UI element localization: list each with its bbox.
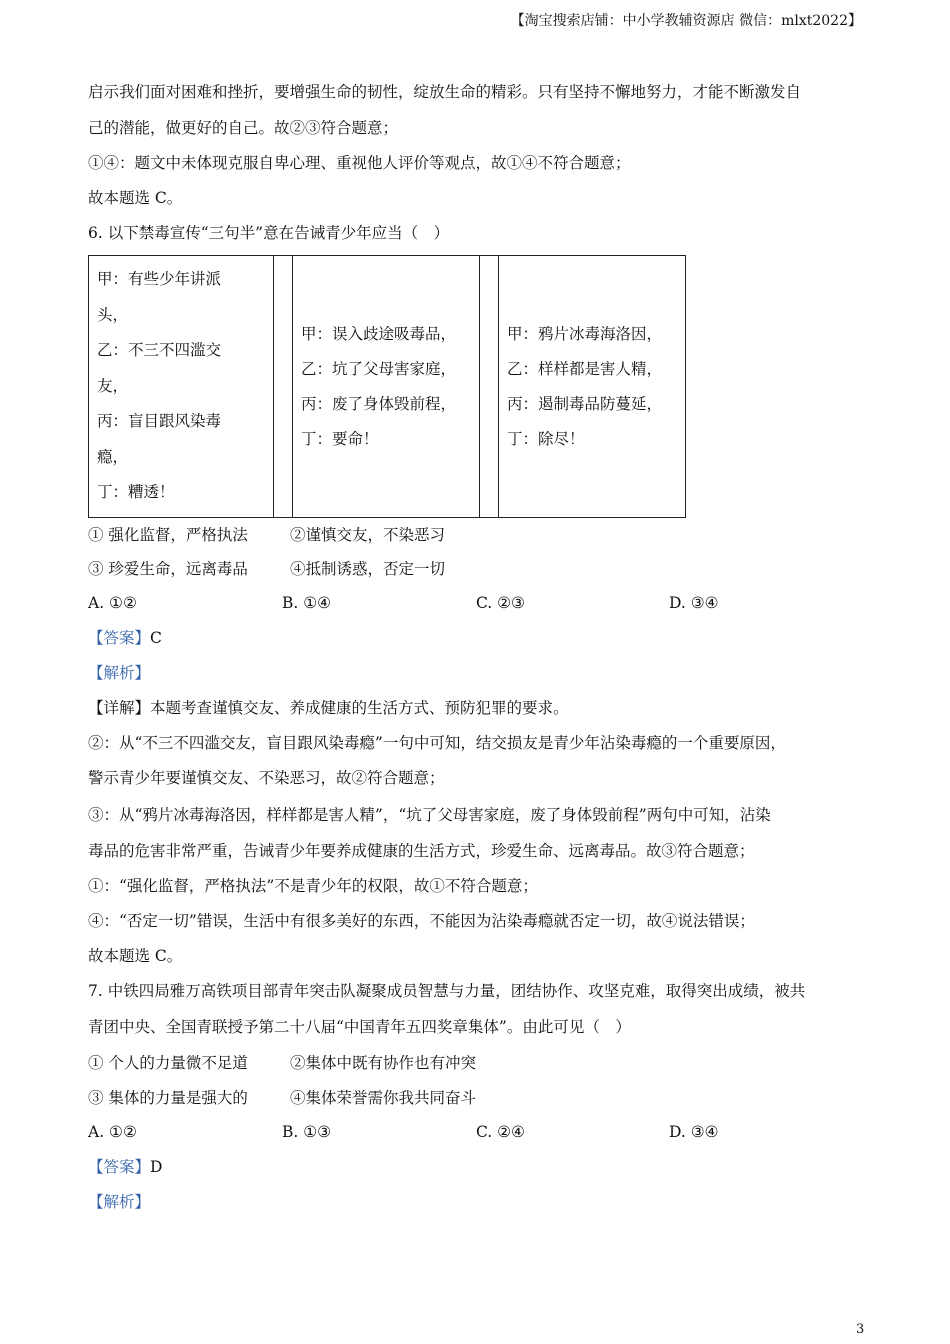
slogan-line: 甲：误入歧途吸毒品， <box>301 324 457 343</box>
choice-c: C. ②③ <box>476 594 525 612</box>
explanation-line: 警示青少年要谨慎交友、不染恶习，故②符合题意； <box>88 769 445 787</box>
answer-line <box>88 628 162 648</box>
slogan-line: 丁：除尽！ <box>507 429 585 448</box>
slogan-table <box>88 255 686 518</box>
choice-b: B. ①③ <box>282 1123 332 1141</box>
option-2: ②集体中既有协作也有冲突 <box>290 1054 477 1072</box>
slogan-line: 丁：糟透！ <box>97 483 175 502</box>
text-line: 启示我们面对困难和挫折，要增强生命的韧性，绽放生命的精彩。只有坚持不懈地努力，才能不断激发自 <box>88 83 802 101</box>
page-number: 3 <box>856 1322 865 1337</box>
slogan-line: 甲：有些少年讲派 <box>97 270 222 289</box>
table-spacer <box>274 256 293 518</box>
detail-line <box>88 698 569 718</box>
option-3: ③ 集体的力量是强大的 <box>88 1089 248 1107</box>
answer-tag: 【答案】 <box>88 629 151 647</box>
option-1: ① 个人的力量微不足道 <box>88 1054 248 1072</box>
table-spacer <box>480 256 499 518</box>
slogan-line: 丁：要命！ <box>301 429 379 448</box>
explanation-line: ④：“否定一切”错误，生活中有很多美好的东西，不能因为沾染毒瘾就否定一切，故④说法错误； <box>88 912 755 930</box>
choice-b: B. ①④ <box>282 594 332 612</box>
page-header: 【淘宝搜索店铺：中小学教辅资源店 微信：mlxt2022】 <box>510 13 862 29</box>
explanation-line: ①：“强化监督，严格执法”不是青少年的权限，故①不符合题意； <box>88 877 538 895</box>
slogan-cell-1 <box>89 256 274 518</box>
analysis-tag: 【解析】 <box>88 1193 151 1211</box>
choice-a: A. ①② <box>88 594 137 612</box>
slogan-line: 瘾， <box>97 447 129 466</box>
answer-tag: 【答案】 <box>88 1158 151 1176</box>
text-line: 故本题选 C。 <box>88 189 183 207</box>
detail-tag: 【详解】 <box>88 699 151 717</box>
explanation-line: 毒品的危害非常严重，告诫青少年要养成健康的生活方式，珍爱生命、远离毒品。故③符合题意； <box>88 842 755 860</box>
option-3: ③ 珍爱生命，远离毒品 <box>88 560 248 578</box>
text-line: 己的潜能，做更好的自己。故②③符合题意； <box>88 119 399 137</box>
slogan-line: 丙：盲目跟风染毒 <box>97 412 222 431</box>
slogan-line: 乙：坑了父母害家庭， <box>301 359 457 378</box>
answer-line <box>88 1157 162 1177</box>
choice-a: A. ①② <box>88 1123 137 1141</box>
slogan-line: 头， <box>97 305 129 324</box>
slogan-cell-3 <box>499 256 686 518</box>
slogan-line: 友， <box>97 376 129 395</box>
explanation-line: ③：从“鸦片冰毒海洛因，样样都是害人精”，“坑了父母害家庭，废了身体毁前程”两句中可知，沾染 <box>88 806 771 824</box>
text-line: ①④：题文中未体现克服自卑心理、重视他人评价等观点，故①④不符合题意； <box>88 154 631 172</box>
slogan-line: 乙：不三不四滥交 <box>97 341 222 360</box>
option-2: ②谨慎交友，不染恶习 <box>290 526 446 544</box>
slogan-line: 丙：废了身体毁前程， <box>301 394 457 413</box>
choice-d: D. ③④ <box>669 594 719 612</box>
question-6-stem: 6. 以下禁毒宣传“三句半”意在告诫青少年应当（ ） <box>88 224 450 242</box>
choice-c: C. ②④ <box>476 1123 525 1141</box>
choice-d: D. ③④ <box>669 1123 719 1141</box>
slogan-line: 乙：样样都是害人精， <box>507 359 663 378</box>
explanation-line: 故本题选 C。 <box>88 947 183 965</box>
option-4: ④抵制诱惑，否定一切 <box>290 560 446 578</box>
slogan-line: 甲：鸦片冰毒海洛因， <box>507 324 663 343</box>
analysis-tag: 【解析】 <box>88 664 151 682</box>
question-7-stem: 青团中央、全国青联授予第二十八届“中国青年五四奖章集体”。由此可见（ ） <box>88 1018 631 1036</box>
detail-text: 本题考查谨慎交友、养成健康的生活方式、预防犯罪的要求。 <box>150 699 569 717</box>
slogan-line: 丙：遏制毒品防蔓延， <box>507 394 663 413</box>
option-1: ① 强化监督，严格执法 <box>88 526 248 544</box>
answer-value: C <box>150 629 162 647</box>
answer-value: D <box>150 1158 163 1176</box>
question-7-stem: 7. 中铁四局雅万高铁项目部青年突击队凝聚成员智慧与力量，团结协作、攻坚克难，取得突出成绩，被共 <box>88 982 806 1000</box>
slogan-cell-2 <box>293 256 480 518</box>
option-4: ④集体荣誉需你我共同奋斗 <box>290 1089 477 1107</box>
explanation-line: ②：从“不三不四滥交友，盲目跟风染毒瘾”一句中可知，结交损友是青少年沾染毒瘾的一个重要原因， <box>88 734 786 752</box>
